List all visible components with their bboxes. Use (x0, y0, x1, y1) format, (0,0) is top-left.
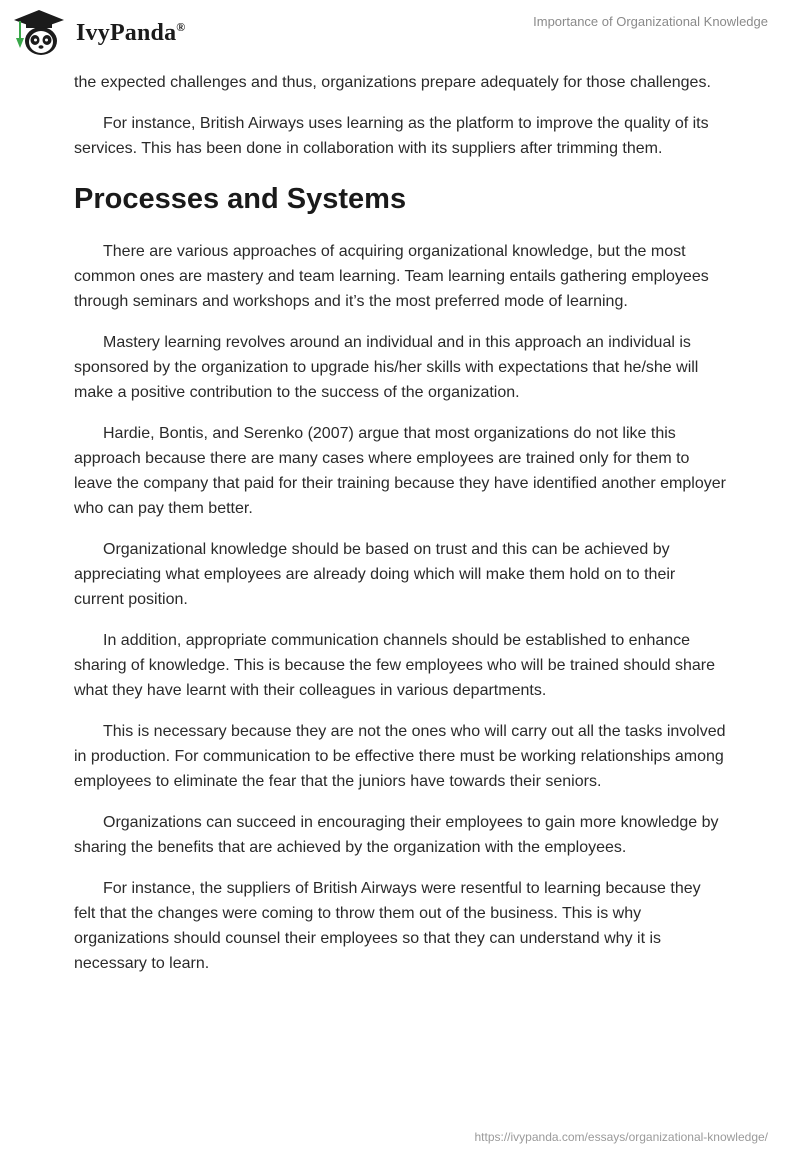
paragraph: For instance, the suppliers of British Airways were resentful to learning because they felt that the changes were coming to throw them out of the business. This is why organizations should counsel their employees so that they can understand why it is necessary to learn. (74, 880, 701, 972)
source-url[interactable]: https://ivypanda.com/essays/organizational-knowledge/ (474, 1130, 768, 1144)
paragraph: In addition, appropriate communication channels should be established to enhance sharing of knowledge. This is because the few employees who will be trained should share what they have learnt with their colleagues in various departments. (74, 632, 715, 699)
paragraph: Hardie, Bontis, and Serenko (2007) argue that most organizations do not like this approach because there are many cases where employees are trained only for them to leave the company that paid for their training because they have identified another employer who can pay them better. (74, 425, 726, 517)
panda-graduation-cap-icon (12, 8, 66, 58)
brand-name: IvyPanda® (76, 19, 186, 46)
paragraph: the expected challenges and thus, organizations prepare adequately for those challenges. (74, 74, 711, 91)
document-title: Importance of Organizational Knowledge (533, 14, 768, 29)
paragraph: This is necessary because they are not the ones who will carry out all the tasks involved in production. For communication to be effective there must be working relationships among employees to eliminate the fear that the juniors have towards their seniors. (74, 723, 726, 790)
essay-content (74, 70, 726, 992)
paragraph: Organizations can succeed in encouraging their employees to gain more knowledge by sharing the benefits that are achieved by the organization with the employees. (74, 814, 719, 856)
section-heading: Processes and Systems (74, 183, 407, 215)
page-header (0, 0, 800, 70)
paragraph: Mastery learning revolves around an individual and in this approach an individual is sponsored by the organization to upgrade his/her skills with expectations that he/she will make a positive contribution to the success of the organization. (74, 334, 699, 401)
paragraph: There are various approaches of acquiring organizational knowledge, but the most common ones are mastery and team learning. Team learning entails gathering employees through seminars and workshops and it’s the most preferred mode of learning. (74, 243, 709, 310)
paragraph: Organizational knowledge should be based on trust and this can be achieved by appreciating what employees are already doing which will make them hold on to their current position. (74, 541, 676, 608)
ivypanda-logo[interactable] (12, 8, 185, 58)
paragraph: For instance, British Airways uses learning as the platform to improve the quality of its services. This has been done in collaboration with its suppliers after trimming them. (74, 115, 709, 157)
